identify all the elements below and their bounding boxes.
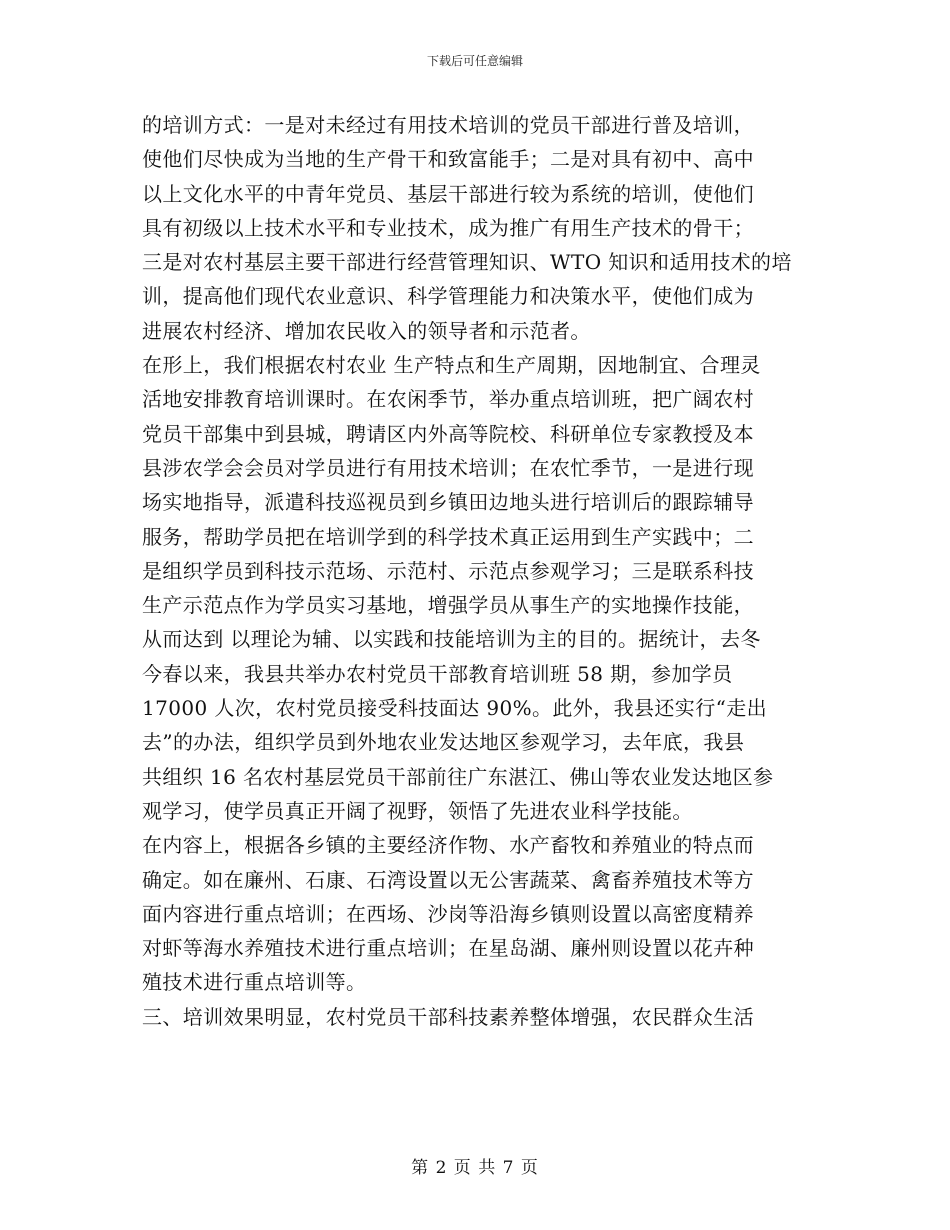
text-line: 活地安排教育培训课时。在农闲季节，举办重点培训班，把广阔农村 xyxy=(142,387,754,412)
text-line: 对虾等海水养殖技术进行重点培训；在星岛湖、廉州则设置以花卉种 xyxy=(142,936,754,961)
text-line: 确定。如在廉州、石康、石湾设置以无公害蔬菜、禽畜养殖技术等方 xyxy=(142,867,754,892)
text-line: 今春以来，我县共举办农村党员干部教育培训班 58 期，参加学员 xyxy=(142,661,733,686)
text-line: 县涉农学会会员对学员进行有用技术培训；在农忙季节，一是进行现 xyxy=(142,455,754,480)
text-line: 具有初级以上技术水平和专业技术，成为推广有用生产技术的骨干； xyxy=(142,215,754,240)
page-header: 下载后可任意编辑 xyxy=(426,54,523,68)
text-line: 共组织 16 名农村基层党员干部前往广东湛江、佛山等农业发达地区参 xyxy=(142,764,774,789)
text-line: 三是对农村基层主要干部进行经营管理知识、WTO 知识和适用技术的培 xyxy=(142,250,792,275)
text-line: 训，提高他们现代农业意识、科学管理能力和决策水平，使他们成为 xyxy=(142,284,754,309)
text-line: 的培训方式：一是对未经过有用技术培训的党员干部进行普及培训， xyxy=(142,113,754,137)
text-line: 进展农村经济、增加农民收入的领导者和示范者。 xyxy=(142,318,591,343)
text-line: 观学习，使学员真正开阔了视野，领悟了先进农业科学技能。 xyxy=(142,798,693,823)
text-line: 在内容上，根据各乡镇的主要经济作物、水产畜牧和养殖业的特点而 xyxy=(142,833,754,858)
document-body xyxy=(142,108,814,1034)
text-line: 以上文化水平的中青年党员、基层干部进行较为系统的培训，使他们 xyxy=(142,181,754,206)
text-line: 三、培训效果明显，农村党员干部科技素养整体增强，农民群众生活 xyxy=(142,1004,754,1029)
page-footer: 第 2 页 共 7 页 xyxy=(411,1158,539,1178)
text-line: 殖技术进行重点培训等。 xyxy=(142,970,367,995)
text-line: 是组织学员到科技示范场、示范村、示范点参观学习；三是联系科技 xyxy=(142,558,754,583)
text-line: 在形上，我们根据农村农业 生产特点和生产周期，因地制宜、合理灵 xyxy=(142,353,761,378)
text-line: 使他们尽快成为当地的生产骨干和致富能手；二是对具有初中、高中 xyxy=(142,147,754,172)
text-line: 去”的办法，组织学员到外地农业发达地区参观学习，去年底，我县 xyxy=(142,730,745,755)
text-line: 服务，帮助学员把在培训学到的科学技术真正运用到生产实践中；二 xyxy=(142,524,754,549)
text-line: 生产示范点作为学员实习基地，增强学员从事生产的实地操作技能， xyxy=(142,593,754,618)
text-line: 场实地指导，派遣科技巡视员到乡镇田边地头进行培训后的跟踪辅导 xyxy=(142,490,754,515)
text-line: 面内容进行重点培训；在西场、沙岗等沿海乡镇则设置以高密度精养 xyxy=(142,901,754,926)
text-line: 17000 人次，农村党员接受科技面达 90%。此外，我县还实行“走出 xyxy=(142,696,768,721)
text-line: 从而达到 以理论为辅、以实践和技能培训为主的目的。据统计，去冬 xyxy=(142,627,761,652)
text-line: 党员干部集中到县城，聘请区内外高等院校、科研单位专家教授及本 xyxy=(142,421,754,446)
